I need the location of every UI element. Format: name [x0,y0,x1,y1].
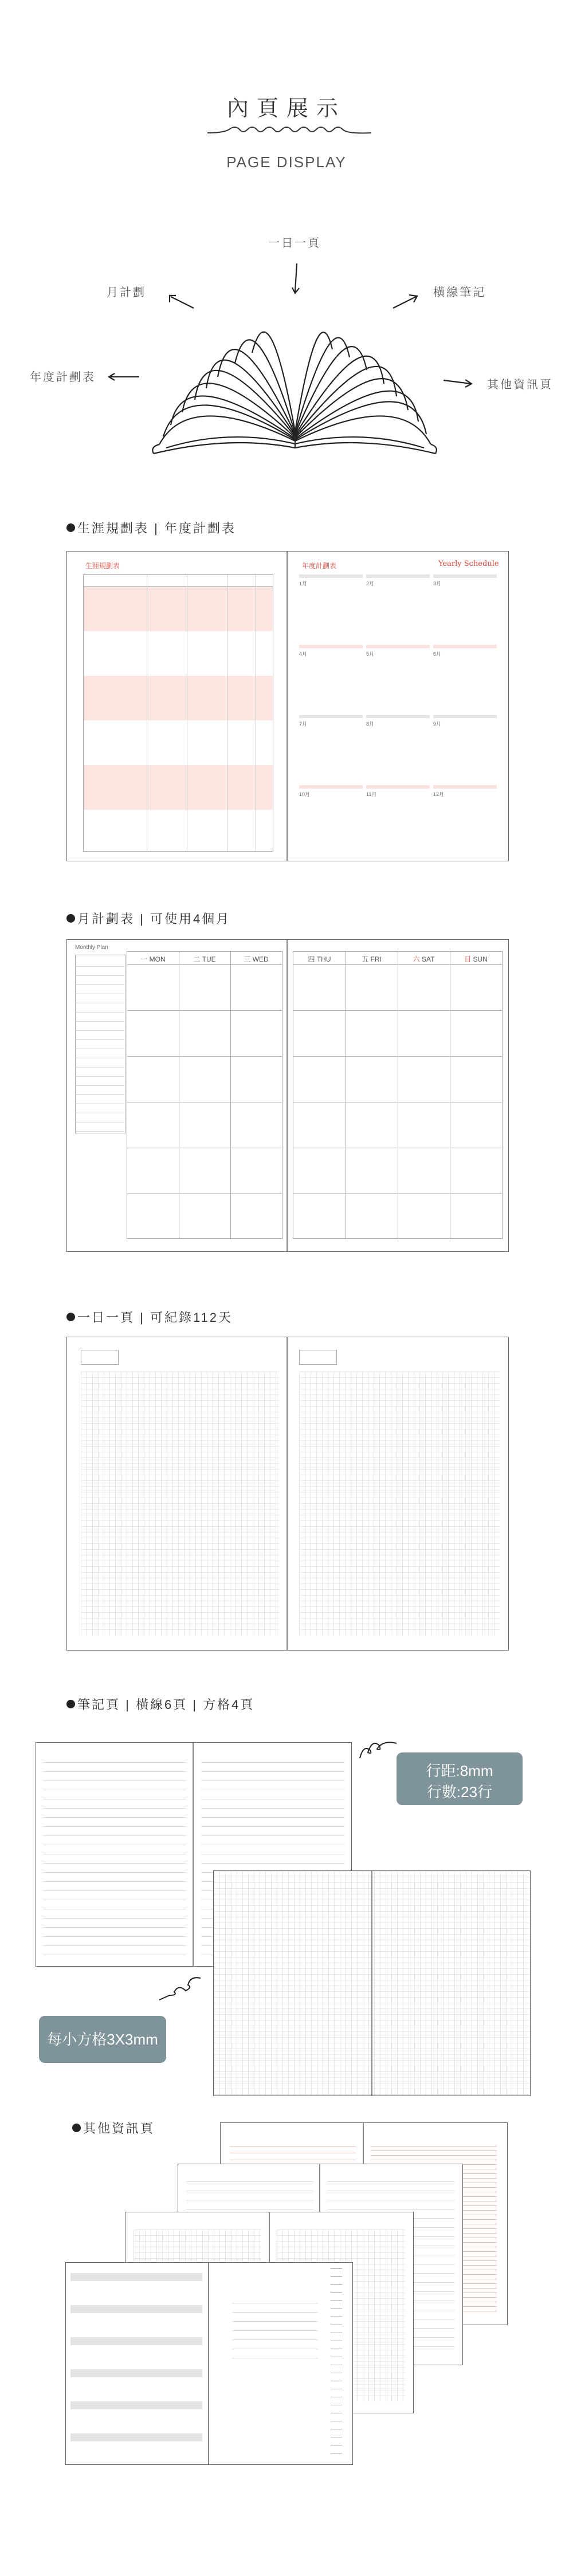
bullet-dot [66,1700,75,1708]
life-plan-table [83,574,273,852]
curly-arrow-icon [152,1972,204,2004]
weekday-cn: 日 [464,955,472,963]
section-title-text: 月計劃表 | 可使用4個月 [77,912,231,926]
weekday-cn: 一 [140,955,148,963]
label-yearly: 年度計劃表 [30,371,96,384]
monthly-plan-title: Monthly Plan [75,944,108,951]
month-box [366,785,430,851]
spine-divider [286,1337,288,1650]
month-box [366,645,430,711]
bullet-dot [72,2124,81,2132]
line-spec-card [397,1752,523,1805]
spine-divider [371,1871,372,2096]
daily-grid-right [299,1372,500,1635]
month-label: 5月 [366,651,375,657]
section-title-monthly [66,909,230,927]
month-label: 8月 [366,721,375,727]
month-label: 9月 [433,721,442,727]
left-week-grid [127,951,282,1239]
curly-arrow-icon [355,1735,401,1764]
section-title-text: 一日一頁 | 可紀錄112天 [77,1310,233,1325]
month-box [299,574,363,640]
left-page-title: 生涯規劃表 [85,562,120,570]
pink-row-3 [84,765,273,810]
month-label: 10月 [299,791,311,797]
spine-divider [286,552,288,861]
weekday-cn: 四 [308,955,315,963]
pink-row-2 [84,676,273,720]
section-title-yearly [66,519,236,537]
bullet-dot [66,1313,75,1321]
month-box [299,785,363,851]
line-spacing-text: 行距:8mm [426,1762,493,1779]
section-title-daily [66,1308,233,1326]
month-box [299,715,363,781]
month-box [366,715,430,781]
info-page-top [65,2262,353,2465]
section-title-text: 筆記頁 | 橫線6頁 | 方格4頁 [77,1697,255,1712]
page-subtitle-en: PAGE DISPLAY [226,153,347,171]
month-box [366,574,430,640]
section-title-notes [66,1695,254,1713]
weekday-cn: 二 [193,955,201,963]
bullet-dot [66,914,75,923]
label-daily: 一日一頁 [268,237,321,250]
month-label: 4月 [299,651,308,657]
month-label: 6月 [433,651,442,657]
grid-spec-card: 每小方格3X3mm [39,2016,166,2063]
month-box [433,574,497,640]
spine-divider [193,1743,194,1966]
month-label: 11月 [366,791,377,797]
weekday-cn: 三 [244,955,251,963]
grid-note-spread [213,1870,531,2096]
month-sidebar-lines [75,966,124,1132]
month-label: 3月 [433,581,442,586]
month-grid [299,574,497,850]
weekday-cn: 六 [413,955,420,963]
weekday-cn: 五 [362,955,369,963]
decorative-swirl-divider [206,121,372,137]
section-title-others [72,2119,155,2137]
right-page-title: 年度計劃表 [302,562,337,570]
weekday-label: SUN [473,955,488,963]
month-label: 12月 [433,791,445,797]
weekday-label: SAT [421,955,435,963]
monthly-spread [66,939,509,1252]
label-lined-notes: 橫線筆記 [433,286,486,299]
page-title-cn: 內頁展示 [226,96,346,121]
right-week-grid [293,951,503,1239]
weekday-label: FRI [370,955,382,963]
month-box [433,715,497,781]
row-line [84,586,273,587]
date-box [81,1350,119,1365]
date-box [299,1350,337,1365]
month-box [433,645,497,711]
month-label: 7月 [299,721,308,727]
lined-page-left [43,1762,186,1957]
pink-row-1 [84,586,273,631]
daily-spread [66,1337,509,1651]
weekday-label: MON [149,955,166,963]
daily-grid-left [81,1372,279,1635]
month-box [433,785,497,851]
section-title-text: 其他資訊頁 [83,2121,155,2136]
weekday-label: THU [316,955,331,963]
yearly-spread [66,551,509,861]
weekday-label: WED [252,955,269,963]
weekday-label: TUE [202,955,216,963]
open-book-illustration [0,246,573,464]
spine-divider [286,940,288,1251]
right-page-title-en: Yearly Schedule [438,560,499,568]
month-box [299,645,363,711]
month-label: 1月 [299,581,308,586]
label-other-info: 其他資訊頁 [487,379,553,391]
section-title-text: 生涯規劃表 | 年度計劃表 [77,521,236,535]
month-label: 2月 [366,581,375,586]
label-monthly: 月計劃 [107,286,146,299]
line-rows-text: 行數:23行 [426,1783,493,1801]
bullet-dot [66,523,75,532]
